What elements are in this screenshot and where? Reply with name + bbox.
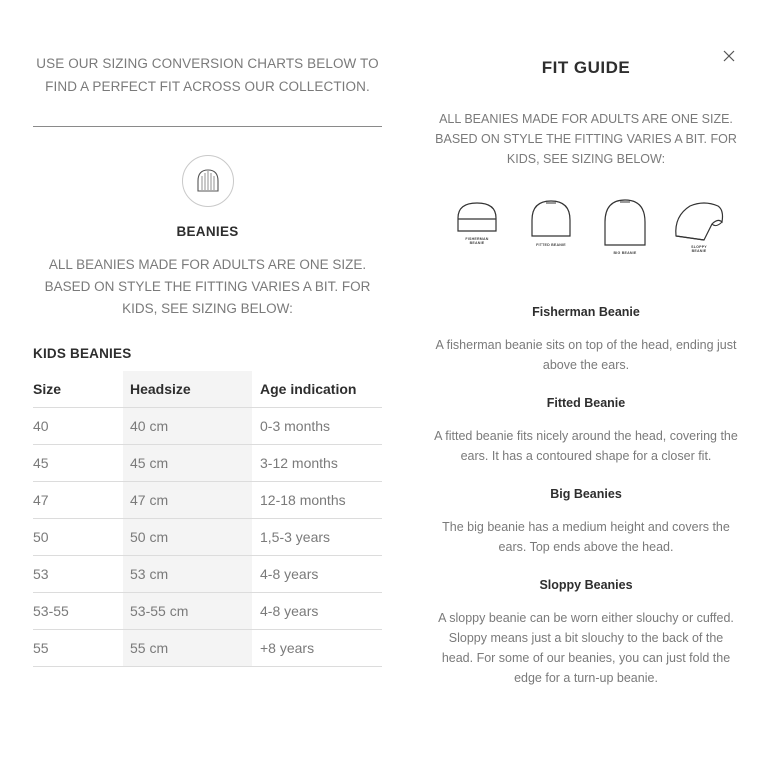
cell-age: +8 years bbox=[252, 629, 382, 666]
big-beanie-icon bbox=[602, 198, 648, 248]
fisherman-beanie-text: A fisherman beanie sits on top of the head, ending just above the ears. bbox=[435, 338, 737, 372]
cell-size: 55 bbox=[33, 629, 123, 666]
sloppy-beanies-section bbox=[432, 578, 740, 688]
fitted-beanie bbox=[522, 198, 580, 266]
beanie-style-icons bbox=[448, 198, 728, 266]
table-row bbox=[33, 629, 382, 666]
cell-headsize: 55 cm bbox=[123, 629, 252, 666]
table-row bbox=[33, 407, 382, 444]
cell-headsize: 50 cm bbox=[123, 518, 252, 555]
table-row bbox=[33, 555, 382, 592]
column-header-headsize: Headsize bbox=[123, 371, 252, 407]
cell-size: 40 bbox=[33, 407, 123, 444]
cell-age: 4-8 years bbox=[252, 555, 382, 592]
table-row bbox=[33, 444, 382, 481]
cell-size: 53 bbox=[33, 555, 123, 592]
sloppy-beanie bbox=[670, 198, 728, 266]
beanie-icon bbox=[182, 155, 234, 207]
big-beanies-text: The big beanie has a medium height and covers the ears. Top ends above the head. bbox=[442, 520, 730, 554]
cell-age: 4-8 years bbox=[252, 592, 382, 629]
cell-age: 0-3 months bbox=[252, 407, 382, 444]
kids-beanies-title: KIDS BEANIES bbox=[33, 346, 132, 361]
cell-headsize: 53 cm bbox=[123, 555, 252, 592]
big-beanies-heading: Big Beanies bbox=[550, 487, 622, 501]
fitted-beanie-label: FITTED BEANIE bbox=[536, 243, 566, 247]
cell-age: 12-18 months bbox=[252, 481, 382, 518]
cell-size: 50 bbox=[33, 518, 123, 555]
fisherman-beanie-heading: Fisherman Beanie bbox=[532, 305, 640, 319]
big-beanies-section bbox=[432, 487, 740, 557]
cell-headsize: 53-55 cm bbox=[123, 592, 252, 629]
fit-guide-title: FIT GUIDE bbox=[541, 58, 631, 77]
fit-guide-description: ALL BEANIES MADE FOR ADULTS ARE ONE SIZE. BASED ON STYLE THE FITTING VARIES A BIT. FOR KIDS, SEE SIZING BELOW: bbox=[435, 112, 737, 166]
cell-size: 53-55 bbox=[33, 592, 123, 629]
big-beanie bbox=[596, 198, 654, 266]
beanies-description: ALL BEANIES MADE FOR ADULTS ARE ONE SIZE. BASED ON STYLE THE FITTING VARIES A BIT. FOR KIDS, SEE SIZING BELOW: bbox=[44, 257, 371, 316]
cell-age: 1,5-3 years bbox=[252, 518, 382, 555]
cell-headsize: 45 cm bbox=[123, 444, 252, 481]
table-header-row bbox=[33, 371, 382, 407]
sloppy-beanies-text: A sloppy beanie can be worn either slouchy or cuffed. Sloppy means just a bit slouchy to the back of the head. For some of our beanies, you can just fold the edge for a turn-up beanie. bbox=[438, 611, 734, 685]
size-chart-panel bbox=[33, 52, 382, 667]
table-row bbox=[33, 481, 382, 518]
fitted-beanie-section bbox=[432, 396, 740, 466]
sloppy-beanie-icon bbox=[672, 198, 726, 242]
column-header-age: Age indication bbox=[260, 380, 357, 397]
fisherman-beanie-icon bbox=[454, 198, 500, 234]
fisherman-beanie-section bbox=[432, 305, 740, 375]
table-row bbox=[33, 518, 382, 555]
cell-age: 3-12 months bbox=[252, 444, 382, 481]
sloppy-beanies-heading: Sloppy Beanies bbox=[539, 578, 633, 592]
table-row bbox=[33, 592, 382, 629]
sloppy-beanie-label: SLOPPY BEANIE bbox=[691, 245, 707, 253]
fitted-beanie-text: A fitted beanie fits nicely around the head, covering the ears. It has a contoured shape for a closer fit. bbox=[434, 429, 738, 463]
cell-headsize: 40 cm bbox=[123, 407, 252, 444]
fisherman-beanie bbox=[448, 198, 506, 266]
fitted-beanie-icon bbox=[528, 198, 574, 240]
divider bbox=[33, 126, 382, 127]
cell-size: 45 bbox=[33, 444, 123, 481]
cell-size: 47 bbox=[33, 481, 123, 518]
cell-headsize: 47 cm bbox=[123, 481, 252, 518]
fitted-beanie-heading: Fitted Beanie bbox=[546, 396, 626, 410]
big-beanie-label: BIG BEANIE bbox=[613, 251, 637, 255]
beanies-title: BEANIES bbox=[176, 224, 239, 239]
fisherman-beanie-label: FISHERMAN BEANIE bbox=[465, 237, 489, 245]
column-header-size: Size bbox=[33, 380, 62, 397]
intro-text: USE OUR SIZING CONVERSION CHARTS BELOW TO FIND A PERFECT FIT ACROSS OUR COLLECTION. bbox=[36, 56, 379, 94]
kids-size-table bbox=[33, 371, 382, 667]
